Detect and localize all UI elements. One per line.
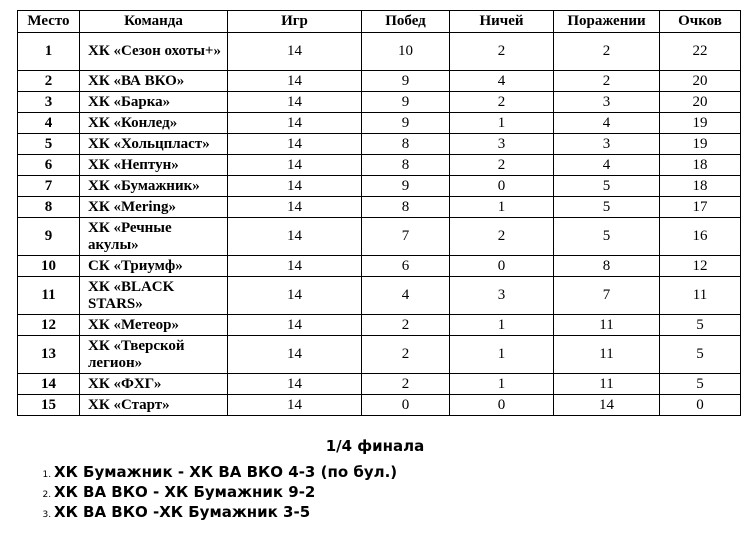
cell-games: 14 xyxy=(228,374,362,395)
cell-wins: 9 xyxy=(362,113,450,134)
header-games: Игр xyxy=(228,11,362,33)
cell-wins: 8 xyxy=(362,197,450,218)
cell-place: 13 xyxy=(18,336,80,374)
cell-team: ХК «Нептун» xyxy=(80,155,228,176)
cell-wins: 8 xyxy=(362,155,450,176)
cell-games: 14 xyxy=(228,92,362,113)
table-row xyxy=(18,374,741,395)
cell-losses: 3 xyxy=(554,92,660,113)
cell-wins: 0 xyxy=(362,395,450,416)
playoff-game-item: 1. ХК Бумажник - ХК ВА ВКО 4-3 (по бул.) xyxy=(54,462,397,482)
cell-games: 14 xyxy=(228,277,362,315)
playoff-game-item: 2. ХК ВА ВКО - ХК Бумажник 9-2 xyxy=(54,482,397,502)
cell-games: 14 xyxy=(228,134,362,155)
playoff-title: 1/4 финала xyxy=(325,437,425,455)
table-row xyxy=(18,92,741,113)
cell-team: ХК «ФХГ» xyxy=(80,374,228,395)
cell-games: 14 xyxy=(228,256,362,277)
cell-points: 18 xyxy=(660,155,741,176)
cell-team: ХК «Старт» xyxy=(80,395,228,416)
cell-team: ХК «Речные акулы» xyxy=(80,218,228,256)
header-place: Место xyxy=(18,11,80,33)
cell-games: 14 xyxy=(228,71,362,92)
cell-wins: 10 xyxy=(362,33,450,71)
cell-team: ХК «Метеор» xyxy=(80,315,228,336)
cell-place: 9 xyxy=(18,218,80,256)
cell-losses: 4 xyxy=(554,113,660,134)
cell-draws: 2 xyxy=(450,218,554,256)
cell-place: 1 xyxy=(18,33,80,71)
cell-place: 12 xyxy=(18,315,80,336)
cell-place: 14 xyxy=(18,374,80,395)
cell-points: 5 xyxy=(660,315,741,336)
cell-wins: 9 xyxy=(362,176,450,197)
cell-wins: 2 xyxy=(362,374,450,395)
cell-losses: 14 xyxy=(554,395,660,416)
cell-wins: 8 xyxy=(362,134,450,155)
cell-points: 5 xyxy=(660,336,741,374)
cell-points: 19 xyxy=(660,134,741,155)
table-row xyxy=(18,218,741,256)
cell-points: 5 xyxy=(660,374,741,395)
table-row xyxy=(18,176,741,197)
cell-draws: 0 xyxy=(450,176,554,197)
cell-losses: 2 xyxy=(554,33,660,71)
cell-points: 20 xyxy=(660,92,741,113)
cell-games: 14 xyxy=(228,315,362,336)
table-row xyxy=(18,71,741,92)
cell-points: 12 xyxy=(660,256,741,277)
cell-wins: 4 xyxy=(362,277,450,315)
cell-losses: 5 xyxy=(554,218,660,256)
cell-games: 14 xyxy=(228,176,362,197)
cell-wins: 6 xyxy=(362,256,450,277)
standings-table xyxy=(17,10,741,416)
cell-draws: 4 xyxy=(450,71,554,92)
cell-points: 20 xyxy=(660,71,741,92)
cell-team: ХК «Конлед» xyxy=(80,113,228,134)
cell-place: 6 xyxy=(18,155,80,176)
cell-losses: 3 xyxy=(554,134,660,155)
table-row xyxy=(18,197,741,218)
table-row xyxy=(18,113,741,134)
cell-points: 17 xyxy=(660,197,741,218)
cell-losses: 5 xyxy=(554,197,660,218)
playoff-game-item: 3. ХК ВА ВКО -ХК Бумажник 3-5 xyxy=(54,502,397,522)
cell-wins: 9 xyxy=(362,71,450,92)
cell-games: 14 xyxy=(228,336,362,374)
cell-draws: 2 xyxy=(450,155,554,176)
table-row xyxy=(18,155,741,176)
cell-draws: 3 xyxy=(450,277,554,315)
cell-losses: 11 xyxy=(554,315,660,336)
cell-losses: 8 xyxy=(554,256,660,277)
cell-losses: 7 xyxy=(554,277,660,315)
cell-place: 15 xyxy=(18,395,80,416)
cell-losses: 5 xyxy=(554,176,660,197)
cell-games: 14 xyxy=(228,197,362,218)
cell-games: 14 xyxy=(228,218,362,256)
cell-points: 18 xyxy=(660,176,741,197)
table-row xyxy=(18,277,741,315)
cell-points: 16 xyxy=(660,218,741,256)
cell-draws: 1 xyxy=(450,197,554,218)
cell-team: ХК «BLACK STARS» xyxy=(80,277,228,315)
cell-games: 14 xyxy=(228,113,362,134)
table-row xyxy=(18,256,741,277)
cell-losses: 4 xyxy=(554,155,660,176)
cell-games: 14 xyxy=(228,33,362,71)
cell-draws: 1 xyxy=(450,315,554,336)
cell-wins: 2 xyxy=(362,315,450,336)
header-points: Очков xyxy=(660,11,741,33)
cell-place: 3 xyxy=(18,92,80,113)
cell-place: 5 xyxy=(18,134,80,155)
cell-team: СК «Триумф» xyxy=(80,256,228,277)
cell-draws: 1 xyxy=(450,374,554,395)
cell-wins: 7 xyxy=(362,218,450,256)
cell-draws: 1 xyxy=(450,336,554,374)
cell-points: 19 xyxy=(660,113,741,134)
cell-place: 10 xyxy=(18,256,80,277)
header-wins: Побед xyxy=(362,11,450,33)
cell-draws: 3 xyxy=(450,134,554,155)
table-row xyxy=(18,395,741,416)
cell-points: 0 xyxy=(660,395,741,416)
cell-points: 22 xyxy=(660,33,741,71)
cell-losses: 11 xyxy=(554,336,660,374)
cell-team: ХК «Хольцпласт» xyxy=(80,134,228,155)
cell-place: 7 xyxy=(18,176,80,197)
cell-place: 2 xyxy=(18,71,80,92)
cell-games: 14 xyxy=(228,155,362,176)
header-losses: Поражении xyxy=(554,11,660,33)
table-row xyxy=(18,33,741,71)
table-row xyxy=(18,315,741,336)
cell-place: 11 xyxy=(18,277,80,315)
cell-team: ХК «Барка» xyxy=(80,92,228,113)
cell-team: ХК «Тверской легион» xyxy=(80,336,228,374)
cell-team: ХК «Сезон охоты+» xyxy=(80,33,228,71)
cell-place: 4 xyxy=(18,113,80,134)
table-row xyxy=(18,336,741,374)
cell-losses: 2 xyxy=(554,71,660,92)
cell-team: ХК «Mering» xyxy=(80,197,228,218)
cell-draws: 1 xyxy=(450,113,554,134)
cell-place: 8 xyxy=(18,197,80,218)
cell-team: ХК «Бумажник» xyxy=(80,176,228,197)
cell-wins: 9 xyxy=(362,92,450,113)
header-draws: Ничей xyxy=(450,11,554,33)
table-row xyxy=(18,134,741,155)
cell-losses: 11 xyxy=(554,374,660,395)
cell-team: ХК «ВА ВКО» xyxy=(80,71,228,92)
header-team: Команда xyxy=(80,11,228,33)
cell-games: 14 xyxy=(228,395,362,416)
cell-draws: 0 xyxy=(450,395,554,416)
cell-draws: 2 xyxy=(450,92,554,113)
cell-draws: 2 xyxy=(450,33,554,71)
table-header-row xyxy=(18,11,741,33)
cell-draws: 0 xyxy=(450,256,554,277)
cell-wins: 2 xyxy=(362,336,450,374)
playoff-games-list xyxy=(38,462,397,522)
cell-points: 11 xyxy=(660,277,741,315)
